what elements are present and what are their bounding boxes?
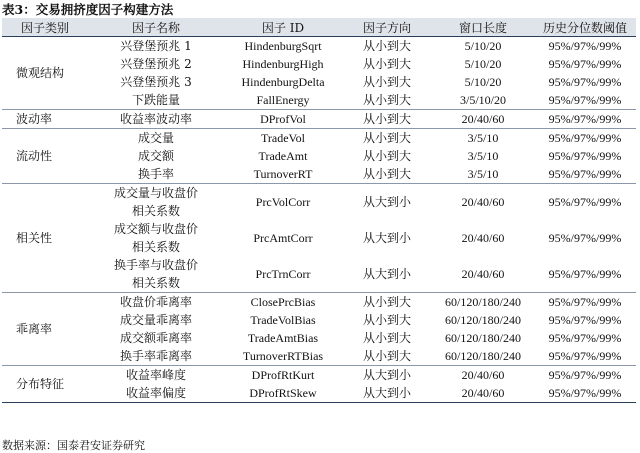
factor-id-cell: FallEnergy — [224, 91, 342, 110]
factor-id-cell: TradeAmt — [258, 149, 308, 163]
factor-name-cell: 换手率与收盘价 — [113, 258, 198, 272]
factor-name-cell: 成交额乖离率 — [119, 331, 192, 345]
factor-id-cell: PrcAmtCorr — [253, 231, 313, 245]
window-cell: 60/120/180/240 — [432, 347, 534, 366]
source-note: 数据来源：国泰君安证券研究 — [2, 439, 145, 452]
table-row — [2, 55, 636, 73]
category-cell: 流动性 — [2, 129, 88, 184]
direction-cell: 从大到小 — [362, 231, 411, 245]
header-category: 因子类别 — [2, 18, 88, 37]
threshold-cell: 95%/97%/99% — [548, 131, 622, 145]
factor-name-cell: 兴登堡预兆 1 — [120, 39, 192, 53]
factor-id-cell: PrcVolCorr — [255, 195, 311, 209]
factor-name-cell: 收益率波动率 — [88, 110, 224, 129]
table-row — [2, 256, 636, 274]
window-cell: 5/10/20 — [464, 75, 502, 89]
factor-name-cell: 换手率 — [88, 165, 224, 184]
window-cell: 20/40/60 — [432, 384, 534, 403]
factor-id-cell: TradeAmtBias — [247, 331, 319, 345]
factor-id-cell: TradeVolBias — [250, 313, 316, 327]
table-row — [2, 293, 636, 312]
header-row — [2, 18, 636, 37]
factor-id-cell: TradeVol — [260, 131, 305, 145]
table-row — [2, 73, 636, 91]
direction-cell: 从小到大 — [362, 131, 411, 145]
category-cell: 微观结构 — [2, 37, 88, 110]
direction-cell: 从小到大 — [362, 313, 411, 327]
factor-name-line2-cell: 相关系数 — [88, 274, 224, 293]
factor-name-cell: 收益率峰度 — [125, 368, 186, 382]
window-cell: 20/40/60 — [432, 256, 534, 293]
factor-name-cell: 下跌能量 — [88, 91, 224, 110]
window-cell: 5/10/20 — [464, 39, 502, 53]
category-cell: 乖离率 — [2, 293, 88, 366]
table-row — [2, 91, 636, 110]
window-cell: 20/40/60 — [461, 368, 505, 382]
threshold-cell: 95%/97%/99% — [534, 110, 636, 129]
factor-id-cell: HindenburgHigh — [242, 57, 324, 71]
window-cell: 3/5/10 — [467, 131, 499, 145]
direction-cell: 从大到小 — [362, 195, 411, 209]
category-cell: 分布特征 — [2, 366, 88, 403]
threshold-cell: 95%/97%/99% — [534, 384, 636, 403]
direction-cell: 从小到大 — [362, 149, 411, 163]
factor-name-cell: 成交量与收盘价 — [113, 186, 198, 200]
factor-name-cell: 成交额与收盘价 — [113, 222, 198, 236]
table-row — [2, 184, 636, 203]
table-body — [2, 37, 636, 403]
factor-id-cell: HindenburgSqrt — [244, 39, 322, 53]
direction-cell: 从小到大 — [342, 91, 432, 110]
threshold-cell: 95%/97%/99% — [548, 195, 622, 209]
factor-id-cell: HindenburgDelta — [241, 75, 325, 89]
factor-id-cell: DProfRtKurt — [251, 368, 315, 382]
factor-name-cell: 兴登堡预兆 2 — [120, 57, 192, 71]
table-row — [2, 220, 636, 238]
factor-name-cell: 收益率偏度 — [88, 384, 224, 403]
threshold-cell: 95%/97%/99% — [548, 313, 622, 327]
category-cell: 波动率 — [2, 110, 88, 129]
factor-id-cell: PrcTrnCorr — [224, 256, 342, 293]
factor-name-cell: 换手率乖离率 — [88, 347, 224, 366]
factor-id-cell: DProfRtSkew — [224, 384, 342, 403]
table-row — [2, 37, 636, 56]
window-cell: 3/5/10 — [467, 149, 499, 163]
factor-name-cell: 成交量乖离率 — [119, 313, 192, 327]
window-cell: 20/40/60 — [432, 110, 534, 129]
table-row — [2, 165, 636, 184]
threshold-cell: 95%/97%/99% — [548, 39, 622, 53]
direction-cell: 从小到大 — [362, 39, 411, 53]
header-name: 因子名称 — [88, 18, 224, 37]
threshold-cell: 95%/97%/99% — [548, 368, 622, 382]
threshold-cell: 95%/97%/99% — [534, 165, 636, 184]
threshold-cell: 95%/97%/99% — [548, 331, 622, 345]
threshold-cell: 95%/97%/99% — [548, 75, 622, 89]
factor-id-cell: TurnoverRTBias — [224, 347, 342, 366]
direction-cell: 从小到大 — [362, 75, 411, 89]
table-row — [2, 366, 636, 385]
factor-id-cell: DProfVol — [224, 110, 342, 129]
factor-name-cell: 收盘价乖离率 — [119, 295, 192, 309]
direction-cell: 从小到大 — [342, 347, 432, 366]
threshold-cell: 95%/97%/99% — [548, 57, 622, 71]
factor-name-cell: 成交额 — [137, 149, 174, 163]
direction-cell: 从小到大 — [342, 165, 432, 184]
factor-name-cell: 兴登堡预兆 3 — [120, 75, 192, 89]
table-row — [2, 384, 636, 403]
window-cell: 60/120/180/240 — [444, 313, 521, 327]
threshold-cell: 95%/97%/99% — [534, 347, 636, 366]
threshold-cell: 95%/97%/99% — [548, 295, 622, 309]
window-cell: 3/5/10/20 — [432, 91, 534, 110]
direction-cell: 从小到大 — [342, 110, 432, 129]
direction-cell: 从大到小 — [342, 384, 432, 403]
factor-table — [2, 18, 636, 403]
header-threshold: 历史分位数阈值 — [534, 18, 636, 37]
header-direction: 因子方向 — [342, 18, 432, 37]
window-cell: 5/10/20 — [464, 57, 502, 71]
table-row — [2, 311, 636, 329]
direction-cell: 从大到小 — [342, 256, 432, 293]
table-title: 表3：交易拥挤度因子构建方法 — [2, 2, 174, 17]
direction-cell: 从大到小 — [362, 368, 411, 382]
table-row — [2, 329, 636, 347]
threshold-cell: 95%/97%/99% — [548, 231, 622, 245]
table-row — [2, 147, 636, 165]
factor-name-cell: 成交量 — [137, 131, 174, 145]
window-cell: 20/40/60 — [461, 231, 505, 245]
threshold-cell: 95%/97%/99% — [534, 256, 636, 293]
factor-name-line2-cell: 相关系数 — [131, 204, 180, 218]
factor-name-line2-cell: 相关系数 — [131, 240, 180, 254]
table-row — [2, 129, 636, 148]
window-cell: 3/5/10 — [432, 165, 534, 184]
header-window: 窗口长度 — [432, 18, 534, 37]
window-cell: 60/120/180/240 — [444, 295, 521, 309]
table-row — [2, 110, 636, 129]
factor-id-cell: TurnoverRT — [224, 165, 342, 184]
header-id: 因子 ID — [224, 18, 342, 37]
direction-cell: 从小到大 — [362, 331, 411, 345]
direction-cell: 从小到大 — [362, 295, 411, 309]
direction-cell: 从小到大 — [362, 57, 411, 71]
window-cell: 20/40/60 — [461, 195, 505, 209]
threshold-cell: 95%/97%/99% — [534, 91, 636, 110]
factor-id-cell: ClosePrcBias — [250, 295, 316, 309]
window-cell: 60/120/180/240 — [444, 331, 521, 345]
threshold-cell: 95%/97%/99% — [548, 149, 622, 163]
table-row — [2, 347, 636, 366]
category-cell: 相关性 — [2, 184, 88, 293]
